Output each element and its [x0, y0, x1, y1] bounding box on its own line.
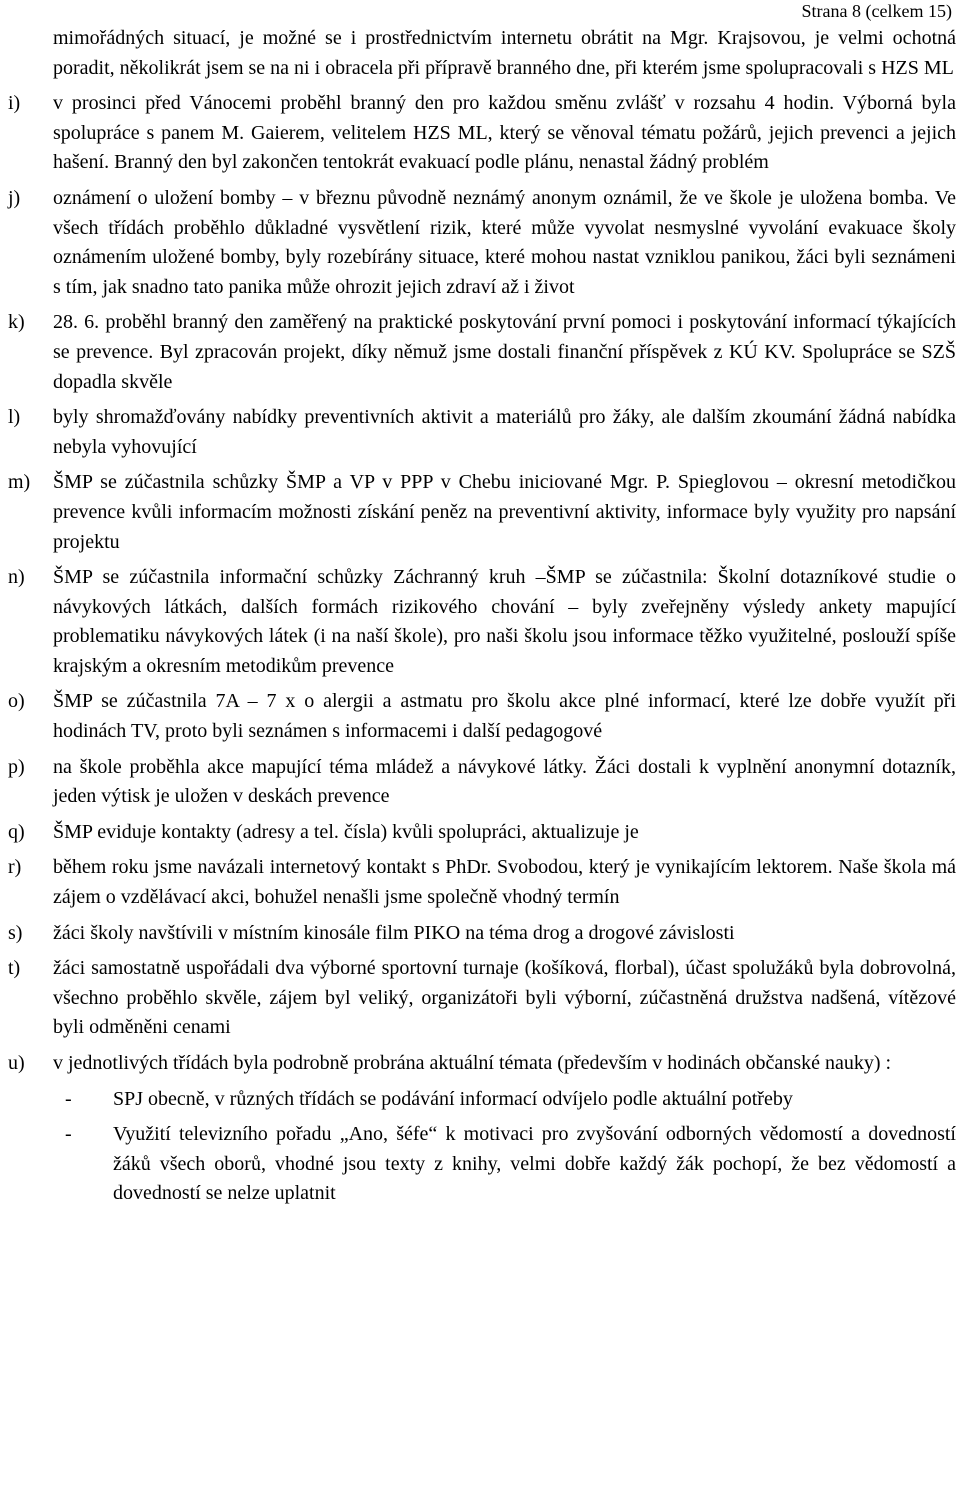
list-item-text: oznámení o uložení bomby – v březnu původně neznámý anonym oznámil, že ve škole je uložena bomba. Ve všech třídách proběhlo důkladné vysvětlení rizik, které může vyvolat nesmyslné vyvolání evakuace školy oznámením uložené bomby, byly rozebírány situace, které mohou nastat vzniklou panikou, žáci byli seznámeni s tím, jak snadno tato panika může ohrozit jejich zdraví až i život [53, 186, 956, 298]
list-item-letter: q) [8, 820, 25, 843]
list-item-letter: i) [8, 92, 21, 115]
list-item-text: žáci školy navštívili v místním kinosále film PIKO na téma drog a drogové závislosti [53, 921, 735, 944]
sub-list-item [53, 1120, 956, 1209]
list-item-letter: r) [8, 856, 22, 879]
list-item-letter: l) [8, 406, 21, 429]
list-item [8, 468, 956, 557]
list-item-letter: o) [8, 690, 25, 713]
list-item-text: ŠMP se zúčastnila 7A – 7 x o alergii a astmatu pro školu akce plné informací, které lze dobře využít při hodinách TV, proto byli seznámen s informacemi i další pedagogové [53, 690, 956, 743]
list-item-text: během roku jsme navázali internetový kontakt s PhDr. Svobodou, který je vynikajícím lektorem. Naše škola má zájem o vzdělávací akci, bohužel nenašli jsme společně vhodný termín [53, 856, 956, 909]
list-item-letter: m) [8, 471, 31, 494]
list-item [8, 687, 956, 746]
list-item-text: žáci samostatně uspořádali dva výborné sportovní turnaje (košíková, florbal), účast spolužáků byla dobrovolná, všechno proběhlo skvěle, zájem byl veliký, organizátoři byli výborní, zúčastněná družstva nadšená, vítězové byli odměněni cenami [53, 957, 956, 1039]
list-item [8, 853, 956, 912]
list-item-letter: n) [8, 566, 25, 589]
list-item [8, 919, 956, 949]
list-item [8, 563, 956, 681]
list-item-text: v prosinci před Vánocemi proběhl branný den pro každou směnu zvlášť v rozsahu 4 hodin. Výborná byla spolupráce s panem M. Gaierem, velitelem HZS ML, který se věnoval tématu požárů, jejich prevenci a jejich hašení. Branný den byl zakončen tentokrát evakuací podle plánu, nenastal žádný problém [53, 92, 956, 174]
sub-list-item [53, 1085, 956, 1115]
list-item [8, 818, 956, 848]
list-item-letter: j) [8, 186, 21, 209]
sub-list-item-text: Využití televizního pořadu „Ano, šéfe“ k motivaci pro zvyšování odborných vědomostí a dovedností žáků všech oborů, vhodné jsou texty z knihy, velmi dobře každý žák pochopí, že bez vědomostí a dovedností se nelze uplatnit [113, 1123, 956, 1205]
list-item-letter: p) [8, 755, 25, 778]
page-number-label: Strana 8 (celkem 15) [801, 1, 952, 21]
list-item [8, 954, 956, 1043]
list-item-text: 28. 6. proběhl branný den zaměřený na praktické poskytování první pomoci i poskytování informací týkajících se prevence. Byl zpracován projekt, díky němuž jsme dostali finanční příspěvek z KÚ KV. Spolupráce se SZŠ dopadla skvěle [53, 311, 956, 393]
intro-paragraph: mimořádných situací, je možné se i prostřednictvím internetu obrátit na Mgr. Krajsovou, je velmi ochotná poradit, několikrát jsem se na ni i obracela při přípravě branného dne, při kterém jsme spolupracovali s HZS ML [53, 27, 956, 79]
list-item [8, 753, 956, 812]
list-item-letter: t) [8, 957, 21, 980]
list-item-text: na škole proběhla akce mapující téma mládež a návykové látky. Žáci dostali k vyplnění anonymní dotazník, jeden výtisk je uložen v deskách prevence [53, 755, 956, 808]
document-body [8, 24, 956, 1209]
list-item [8, 89, 956, 178]
list-item [8, 1049, 956, 1079]
list-item-letter: u) [8, 1052, 25, 1074]
sub-list-bullet: - [65, 1087, 72, 1110]
list-item-letter: k) [8, 311, 25, 334]
sub-list-item-text: SPJ obecně, v různých třídách se podávání informací odvíjelo podle aktuální potřeby [113, 1087, 793, 1110]
list-item-text: v jednotlivých třídách byla podrobně probrána aktuální témata (především v hodinách občanské nauky) : [53, 1052, 892, 1074]
list-item [8, 403, 956, 462]
list-item-text: ŠMP se zúčastnila schůzky ŠMP a VP v PPP v Chebu iniciované Mgr. P. Spieglovou – okresní metodičkou prevence kvůli informacím možnosti získání peněz na preventivní aktivity, informace byly využity pro napsání projektu [53, 471, 956, 553]
list-item-letter: s) [8, 921, 23, 944]
list-item [8, 308, 956, 397]
sub-list-bullet: - [65, 1123, 72, 1146]
list-item [8, 184, 956, 302]
list-item-text: ŠMP se zúčastnila informační schůzky Záchranný kruh –ŠMP se zúčastnila: Školní dotazníkové studie o návykových látkách, dalších formách rizikového chování – byly zveřejněny výsledy ankety mapující problematiku návykových látek (i na naší škole), pro naši školu jsou informace těžko využitelné, poslouží spíše krajským a okresním metodikům prevence [53, 566, 956, 677]
list-item-text: byly shromažďovány nabídky preventivních aktivit a materiálů pro žáky, ale dalším zkoumání žádná nabídka nebyla vyhovující [53, 406, 956, 458]
list-item-text: ŠMP eviduje kontakty (adresy a tel. čísla) kvůli spolupráci, aktualizuje je [53, 820, 639, 843]
